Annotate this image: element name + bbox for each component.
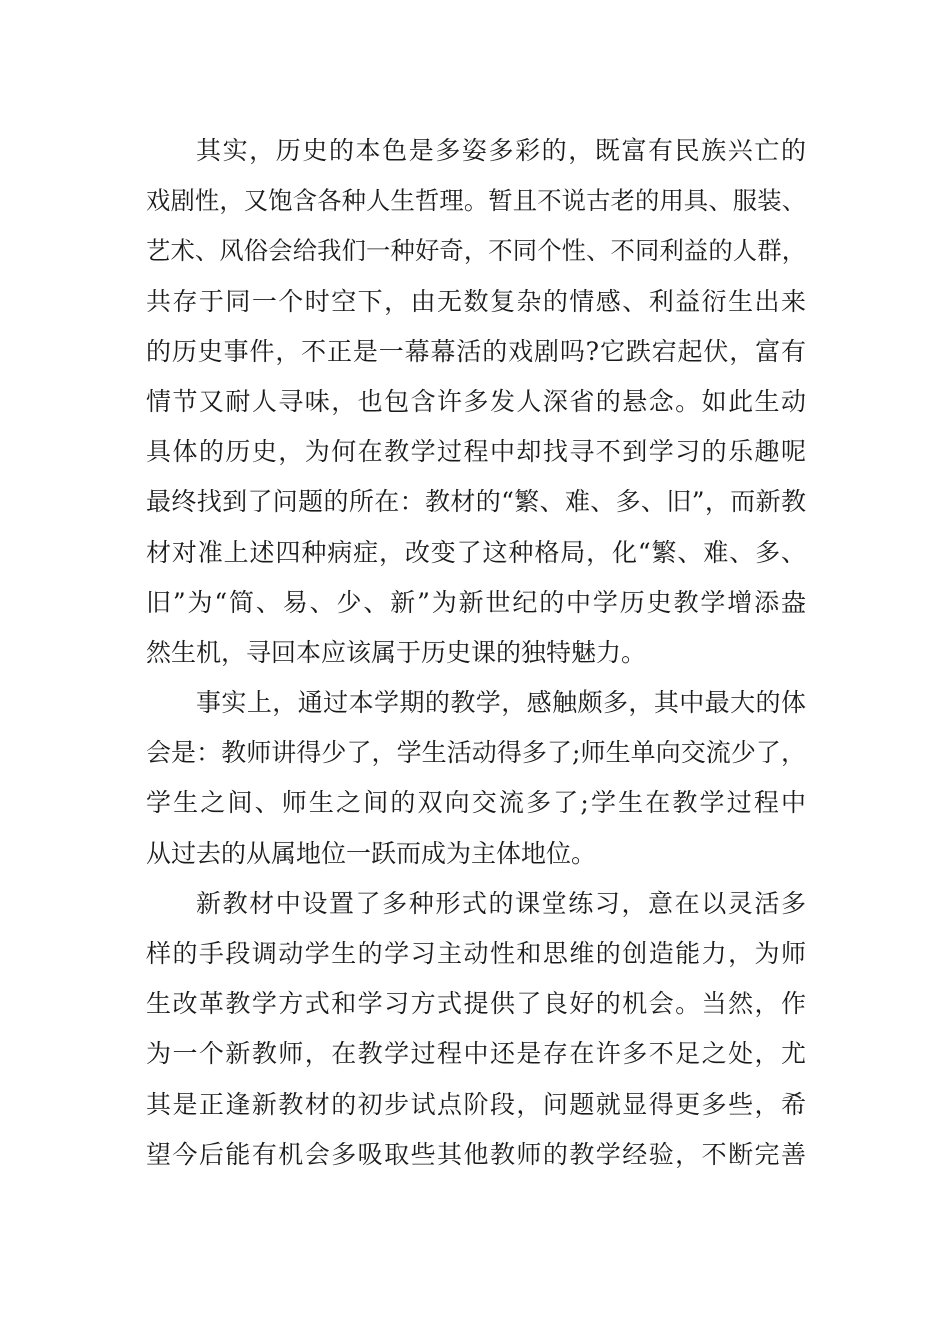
text-line: 其实，历史的本色是多姿多彩的，既富有民族兴亡的 [196, 136, 806, 165]
paragraph-2 [146, 678, 806, 879]
text-line: 然生机，寻回本应该属于历史课的独特魅力。 [146, 637, 647, 667]
paragraph-3 [146, 879, 806, 1180]
text-line: 其是正逢新教材的初步试点阶段，问题就显得更多些，希 [146, 1089, 806, 1119]
text-line: 新教材中设置了多种形式的课堂练习，意在以灵活多 [196, 888, 806, 918]
text-line: 望今后能有机会多吸取些其他教师的教学经验，不断完善 [146, 1139, 806, 1169]
text-line: 样的手段调动学生的学习主动性和思维的创造能力，为师 [146, 939, 806, 968]
document-body [146, 126, 806, 1180]
text-line: 艺术、风俗会给我们一种好奇，不同个性、不同利益的人群， [146, 236, 806, 266]
text-line: 具体的历史，为何在教学过程中却找寻不到学习的乐趣呢 [146, 437, 806, 467]
text-line: 的历史事件，不正是一幕幕活的戏剧吗?它跌宕起伏，富有 [146, 336, 806, 366]
text-line: 从过去的从属地位一跃而成为主体地位。 [146, 838, 597, 868]
text-line: 共存于同一个时空下，由无数复杂的情感、利益衍生出来 [146, 286, 806, 316]
text-line: 最终找到了问题的所在：教材的“繁、难、多、旧”，而新教 [146, 487, 806, 517]
text-line: 戏剧性，又饱含各种人生哲理。暂且不说古老的用具、服装、 [146, 186, 806, 216]
paragraph-1 [146, 126, 806, 678]
text-line: 学生之间、师生之间的双向交流多了;学生在教学过程中 [146, 788, 806, 818]
text-line: 材对准上述四种病症，改变了这种格局，化“繁、难、多、 [146, 537, 806, 567]
text-line: 为一个新教师，在教学过程中还是存在许多不足之处，尤 [146, 1039, 806, 1069]
text-line: 事实上，通过本学期的教学，感触颇多，其中最大的体 [196, 688, 806, 718]
text-line: 生改革教学方式和学习方式提供了良好的机会。当然，作 [146, 989, 806, 1019]
text-line: 情节又耐人寻味，也包含许多发人深省的悬念。如此生动 [146, 386, 806, 416]
text-line: 旧”为“简、易、少、新”为新世纪的中学历史教学增添盎 [146, 587, 806, 617]
text-line: 会是：教师讲得少了，学生活动得多了;师生单向交流少了， [146, 738, 806, 768]
